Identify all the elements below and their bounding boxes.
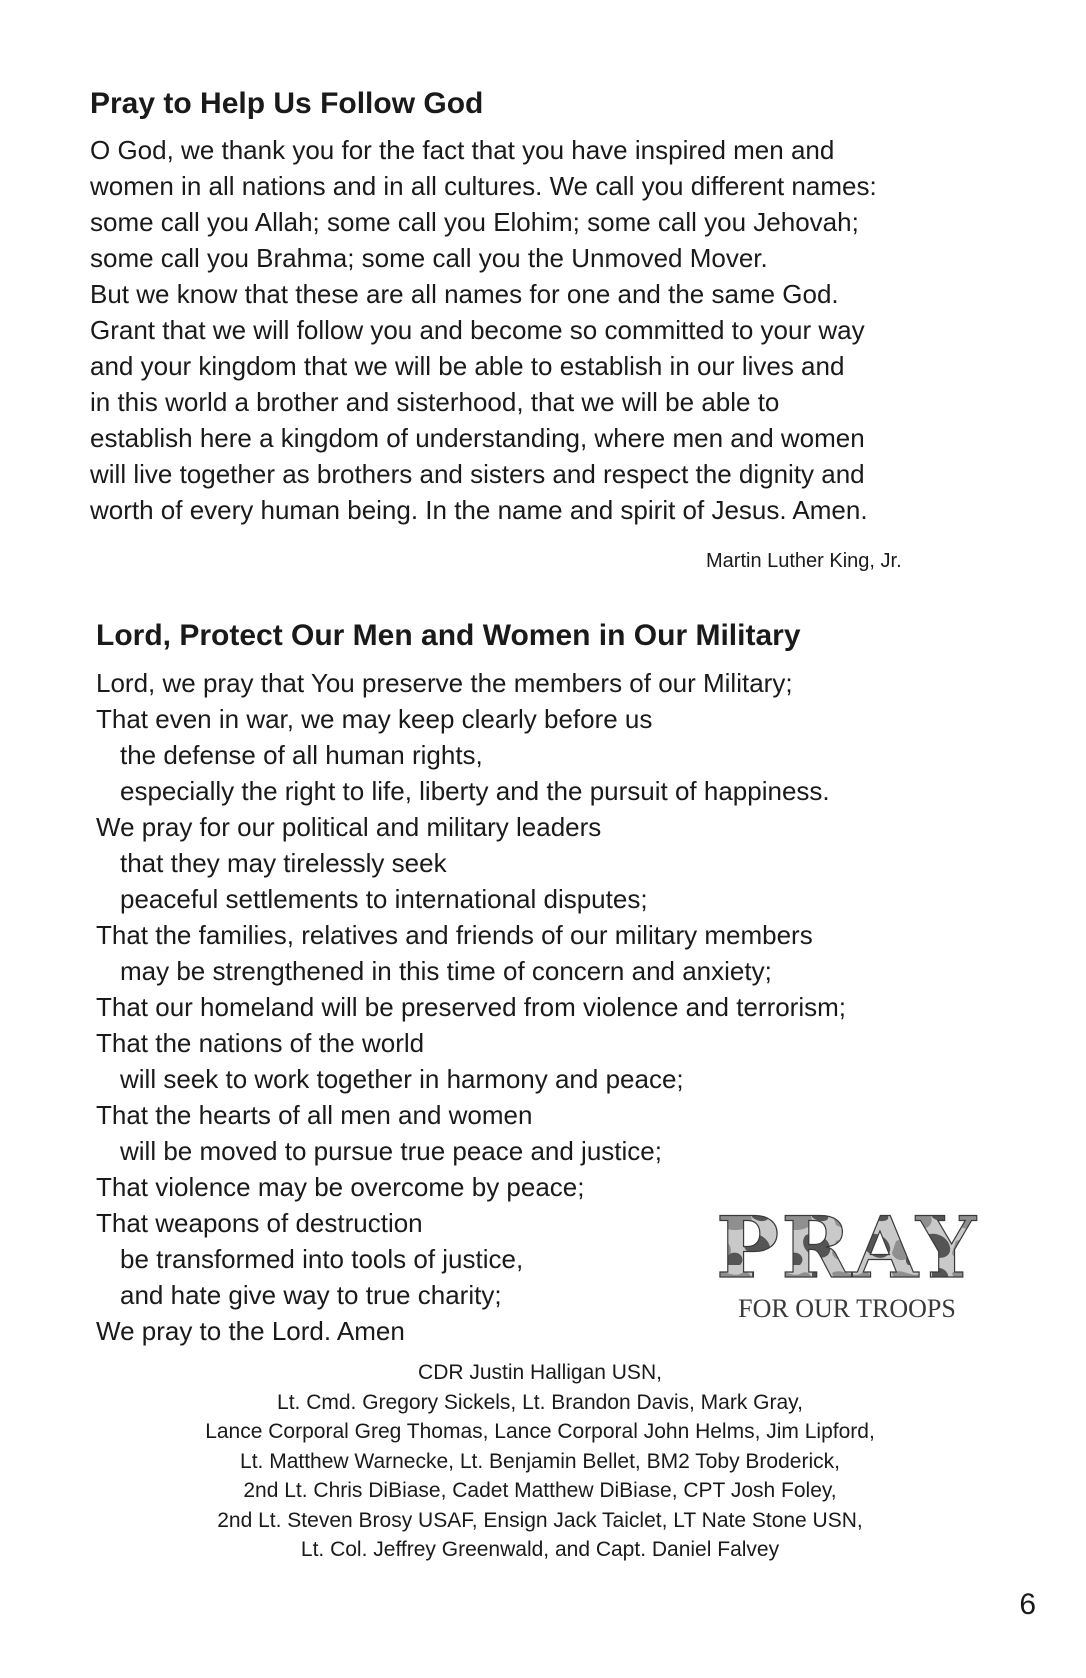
pray-logo-graphic xyxy=(712,1205,982,1335)
pray-logo-subtitle: FOR OUR TROOPS xyxy=(738,1294,956,1323)
prayer1-line: worth of every human being. In the name and spirit of Jesus. Amen. xyxy=(90,495,868,525)
prayer2-line: That the nations of the world xyxy=(96,1028,425,1058)
prayer1-line: But we know that these are all names for one and the same God. xyxy=(90,279,839,309)
dedication-line: Lance Corporal Greg Thomas, Lance Corporal John Helms, Jim Lipford, xyxy=(205,1420,875,1443)
prayer1-line: Grant that we will follow you and become so committed to your way xyxy=(90,315,865,345)
dedication-line: Lt. Matthew Warnecke, Lt. Benjamin Bellet, BM2 Toby Broderick, xyxy=(240,1449,840,1473)
prayer2-line: especially the right to life, liberty and the pursuit of happiness. xyxy=(120,776,830,806)
prayer2-title: Lord, Protect Our Men and Women in Our Military xyxy=(96,619,801,652)
prayer2-line: That the families, relatives and friends of our military members xyxy=(96,920,813,950)
prayer1-line: O God, we thank you for the fact that you have inspired men and xyxy=(90,135,835,165)
dedication-line: 2nd Lt. Chris DiBiase, Cadet Matthew DiBiase, CPT Josh Foley, xyxy=(243,1479,837,1502)
prayer1-line: establish here a kingdom of understanding, where men and women xyxy=(90,423,865,453)
dedication-line: CDR Justin Halligan USN, xyxy=(418,1361,662,1384)
prayer2-line: That our homeland will be preserved from violence and terrorism; xyxy=(96,992,847,1022)
prayer2-line: We pray to the Lord. Amen xyxy=(96,1316,405,1346)
prayer2-line: Lord, we pray that You preserve the members of our Military; xyxy=(96,668,793,698)
prayer1-line: women in all nations and in all cultures. We call you different names: xyxy=(90,171,877,201)
prayer1-line: and your kingdom that we will be able to establish in our lives and xyxy=(90,351,845,381)
prayer1-line: in this world a brother and sisterhood, that we will be able to xyxy=(90,387,780,417)
prayer2-line: may be strengthened in this time of concern and anxiety; xyxy=(120,956,772,986)
prayer2-line: be transformed into tools of justice, xyxy=(120,1244,524,1274)
pray-for-our-troops-logo xyxy=(712,1205,982,1335)
prayer2-line: that they may tirelessly seek xyxy=(120,848,447,878)
prayer2-line: That even in war, we may keep clearly before us xyxy=(96,704,653,734)
prayer2-line: the defense of all human rights, xyxy=(120,740,483,770)
prayer2-line: will seek to work together in harmony and peace; xyxy=(120,1064,684,1094)
dedication-list xyxy=(90,1358,990,1565)
prayer2-line: We pray for our political and military leaders xyxy=(96,812,602,842)
dedication-line: Lt. Col. Jeffrey Greenwald, and Capt. Daniel Falvey xyxy=(300,1538,780,1561)
prayer1-line: some call you Allah; some call you Elohim; some call you Jehovah; xyxy=(90,207,859,237)
prayer2-line: That the hearts of all men and women xyxy=(96,1100,533,1130)
prayer2-line: That violence may be overcome by peace; xyxy=(96,1172,585,1202)
prayer2-line: peaceful settlements to international disputes; xyxy=(120,884,648,914)
dedication-line: 2nd Lt. Steven Brosy USAF, Ensign Jack Taiclet, LT Nate Stone USN, xyxy=(217,1508,863,1532)
dedication-line: Lt. Cmd. Gregory Sickels, Lt. Brandon Davis, Mark Gray, xyxy=(277,1390,803,1414)
prayer1-body xyxy=(90,132,877,528)
prayer1-attribution: Martin Luther King, Jr. xyxy=(706,550,902,572)
prayer1-line: some call you Brahma; some call you the Unmoved Mover. xyxy=(90,243,768,273)
page-number: 6 xyxy=(1019,1588,1036,1621)
prayer2-line: That weapons of destruction xyxy=(96,1208,423,1238)
prayer1-line: will live together as brothers and sisters and respect the dignity and xyxy=(90,459,865,489)
prayer2-line: will be moved to pursue true peace and justice; xyxy=(120,1136,662,1166)
prayer1-title: Pray to Help Us Follow God xyxy=(90,87,484,120)
pray-logo-word: PRAY xyxy=(716,1205,978,1297)
prayer2-line: and hate give way to true charity; xyxy=(120,1280,502,1310)
